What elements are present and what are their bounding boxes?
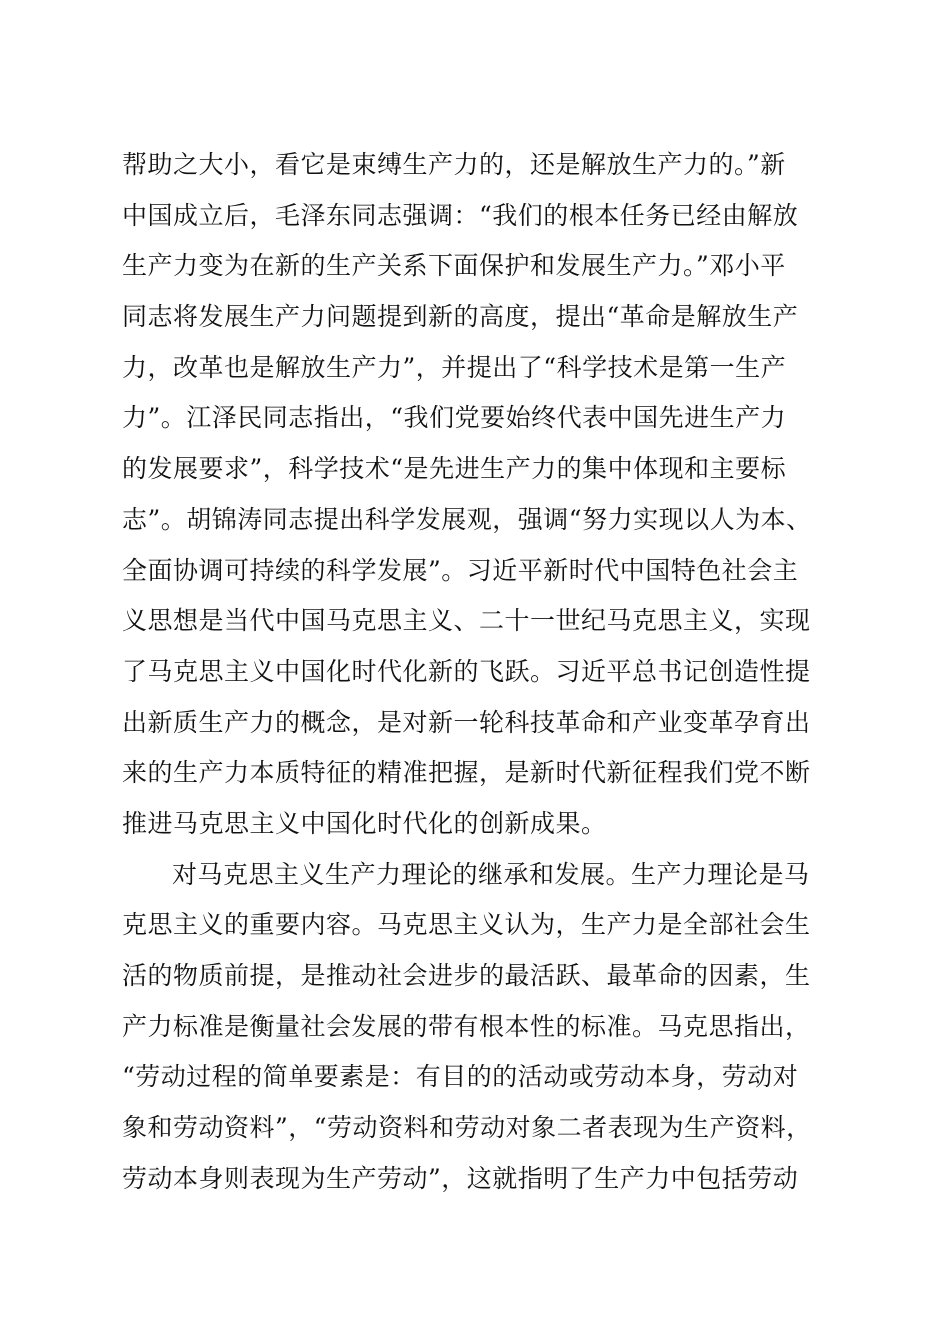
paragraph-1 <box>122 140 842 850</box>
text-line: 生产力变为在新的生产关系下面保护和发展生产力。”邓小平 <box>122 251 786 281</box>
text-line: “劳动过程的简单要素是：有目的的活动或劳动本身，劳动对 <box>122 1062 799 1092</box>
text-line: 象和劳动资料”，“劳动资料和劳动对象二者表现为生产资料， <box>122 1113 812 1143</box>
paragraph-2 <box>122 850 842 1205</box>
text-line: 产力标准是衡量社会发展的带有根本性的标准。马克思指出， <box>122 1011 811 1041</box>
text-line: 推进马克思主义中国化时代化的创新成果。 <box>122 808 607 838</box>
text-line: 全面协调可持续的科学发展”。习近平新时代中国特色社会主 <box>122 555 799 585</box>
text-line: 来的生产力本质特征的精准把握，是新时代新征程我们党不断 <box>122 758 811 788</box>
text-line: 帮助之大小，看它是束缚生产力的，还是解放生产力的。”新 <box>122 150 786 179</box>
text-line: 活的物质前提，是推动社会进步的最活跃、最革命的因素，生 <box>122 961 811 990</box>
text-line: 克思主义的重要内容。马克思主义认为，生产力是全部社会生 <box>122 910 811 940</box>
text-line: 的发展要求”，科学技术“是先进生产力的集中体现和主要标 <box>122 454 787 484</box>
text-line-indented: 对马克思主义生产力理论的继承和发展。生产力理论是马 <box>172 859 810 889</box>
body-text <box>122 140 842 1204</box>
text-line: 了马克思主义中国化时代化新的飞跃。习近平总书记创造性提 <box>122 656 811 686</box>
text-line: 中国成立后，毛泽东同志强调：“我们的根本任务已经由解放 <box>122 200 799 230</box>
text-line: 志”。胡锦涛同志提出科学发展观，强调“努力实现以人为本、 <box>122 504 812 534</box>
text-line: 同志将发展生产力问题提到新的高度，提出“革命是解放生产 <box>122 302 799 332</box>
text-line: 义思想是当代中国马克思主义、二十一世纪马克思主义，实现 <box>122 606 811 636</box>
text-line: 力，改革也是解放生产力”，并提出了“科学技术是第一生产 <box>122 352 787 382</box>
text-line: 劳动本身则表现为生产劳动”，这就指明了生产力中包括劳动 <box>122 1163 799 1193</box>
text-line: 出新质生产力的概念，是对新一轮科技革命和产业变革孕育出 <box>122 707 811 737</box>
text-line: 力”。江泽民同志指出，“我们党要始终代表中国先进生产力 <box>122 403 787 433</box>
